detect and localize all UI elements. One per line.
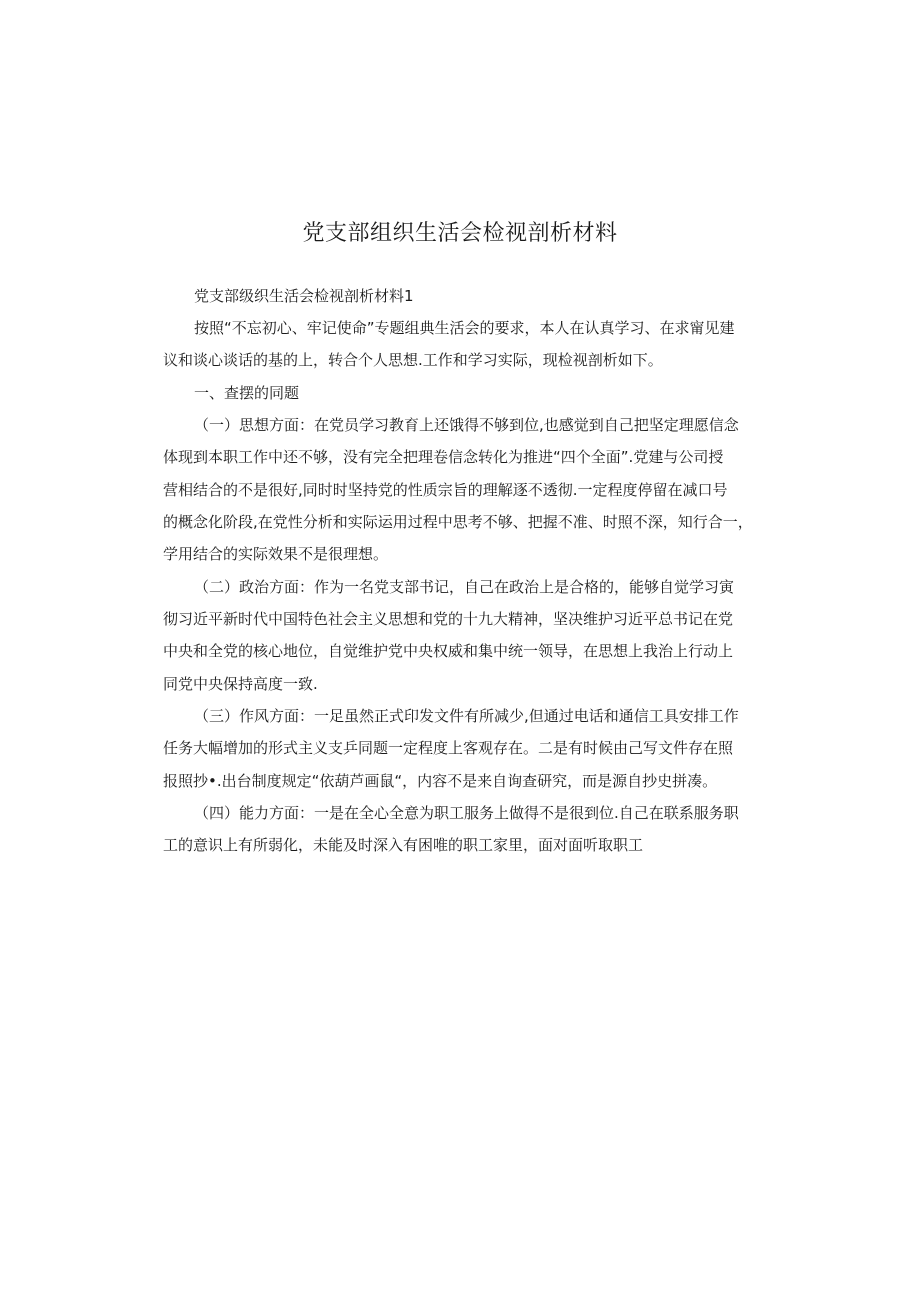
paragraph-line: 同党中央保持高度一致. <box>163 675 318 693</box>
paragraph-line: （一）思想方面：在党员学习教育上还饿得不够到位,也感觉到自己把坚定理愿信念 <box>194 416 739 434</box>
paragraph-line: 学用结合的实际效果不是很理想。 <box>163 545 389 563</box>
document-title: 党支部组织生活会检视剖析材料 <box>302 221 618 246</box>
paragraph-line: 营相结合的不是很好,同时时坚持党的性质宗旨的理解逐不透彻.一定程度停留在减口号 <box>163 481 728 499</box>
paragraph-line: （三）作风方面：一足虽然正式印发文件有所减少,但通过电话和通信工具安排工作 <box>194 707 739 725</box>
paragraph-line: 报照抄•.出台制度规定“依葫芦画鼠“，内容不是来自询查研究，而是源自抄史拼凑。 <box>163 772 718 790</box>
paragraph-line: （四）能力方面：一是在全心全意为职工服务上做得不是很到位.自己在联系服务职 <box>194 804 739 822</box>
intro-line: 按照“不忘初心、牢记使命”专题组典生活会的要求，本人在认真学习、在求甯见建 <box>194 319 735 337</box>
paragraph-line: 彻习近平新时代中国特色社会主义思想和党的十九大精神，坚决维护习近平总书记在党 <box>163 610 734 628</box>
paragraph-line: （二）政治方面：作为一名党支部书记，自己在政治上是合格的，能够自觉学习寅 <box>194 578 735 596</box>
paragraph-line: 工的意识上有所弱化，未能及时深入有困唯的职工家里，面对面听取职工 <box>163 836 644 854</box>
paragraph-line: 任务大幅增加的形式主义支乒同题一定程度上客观存在。二是有时候由己写文件存在照 <box>163 739 734 757</box>
paragraph-line: 的概念化阶段,在党性分析和实际运用过程中思考不够、把握不准、时照不深，知行合一， <box>163 513 753 531</box>
document-subtitle: 党支部级织生活会检视剖析材料1 <box>194 287 414 305</box>
paragraph-line: 体现到本职工作中还不够，没有完全把理卷信念转化为推进“四个全面”.党建与公司授 <box>163 448 724 466</box>
paragraph-line: 中央和全党的核心地位，自觉维护党中央权威和集中统一领导，在思想上我治上行动上 <box>163 642 734 660</box>
intro-line: 议和谈心谈话的基的上，转合个人思想.工作和学习实际，现检视剖析如下。 <box>163 351 663 369</box>
section-heading: 一、查摆的同题 <box>194 384 300 402</box>
